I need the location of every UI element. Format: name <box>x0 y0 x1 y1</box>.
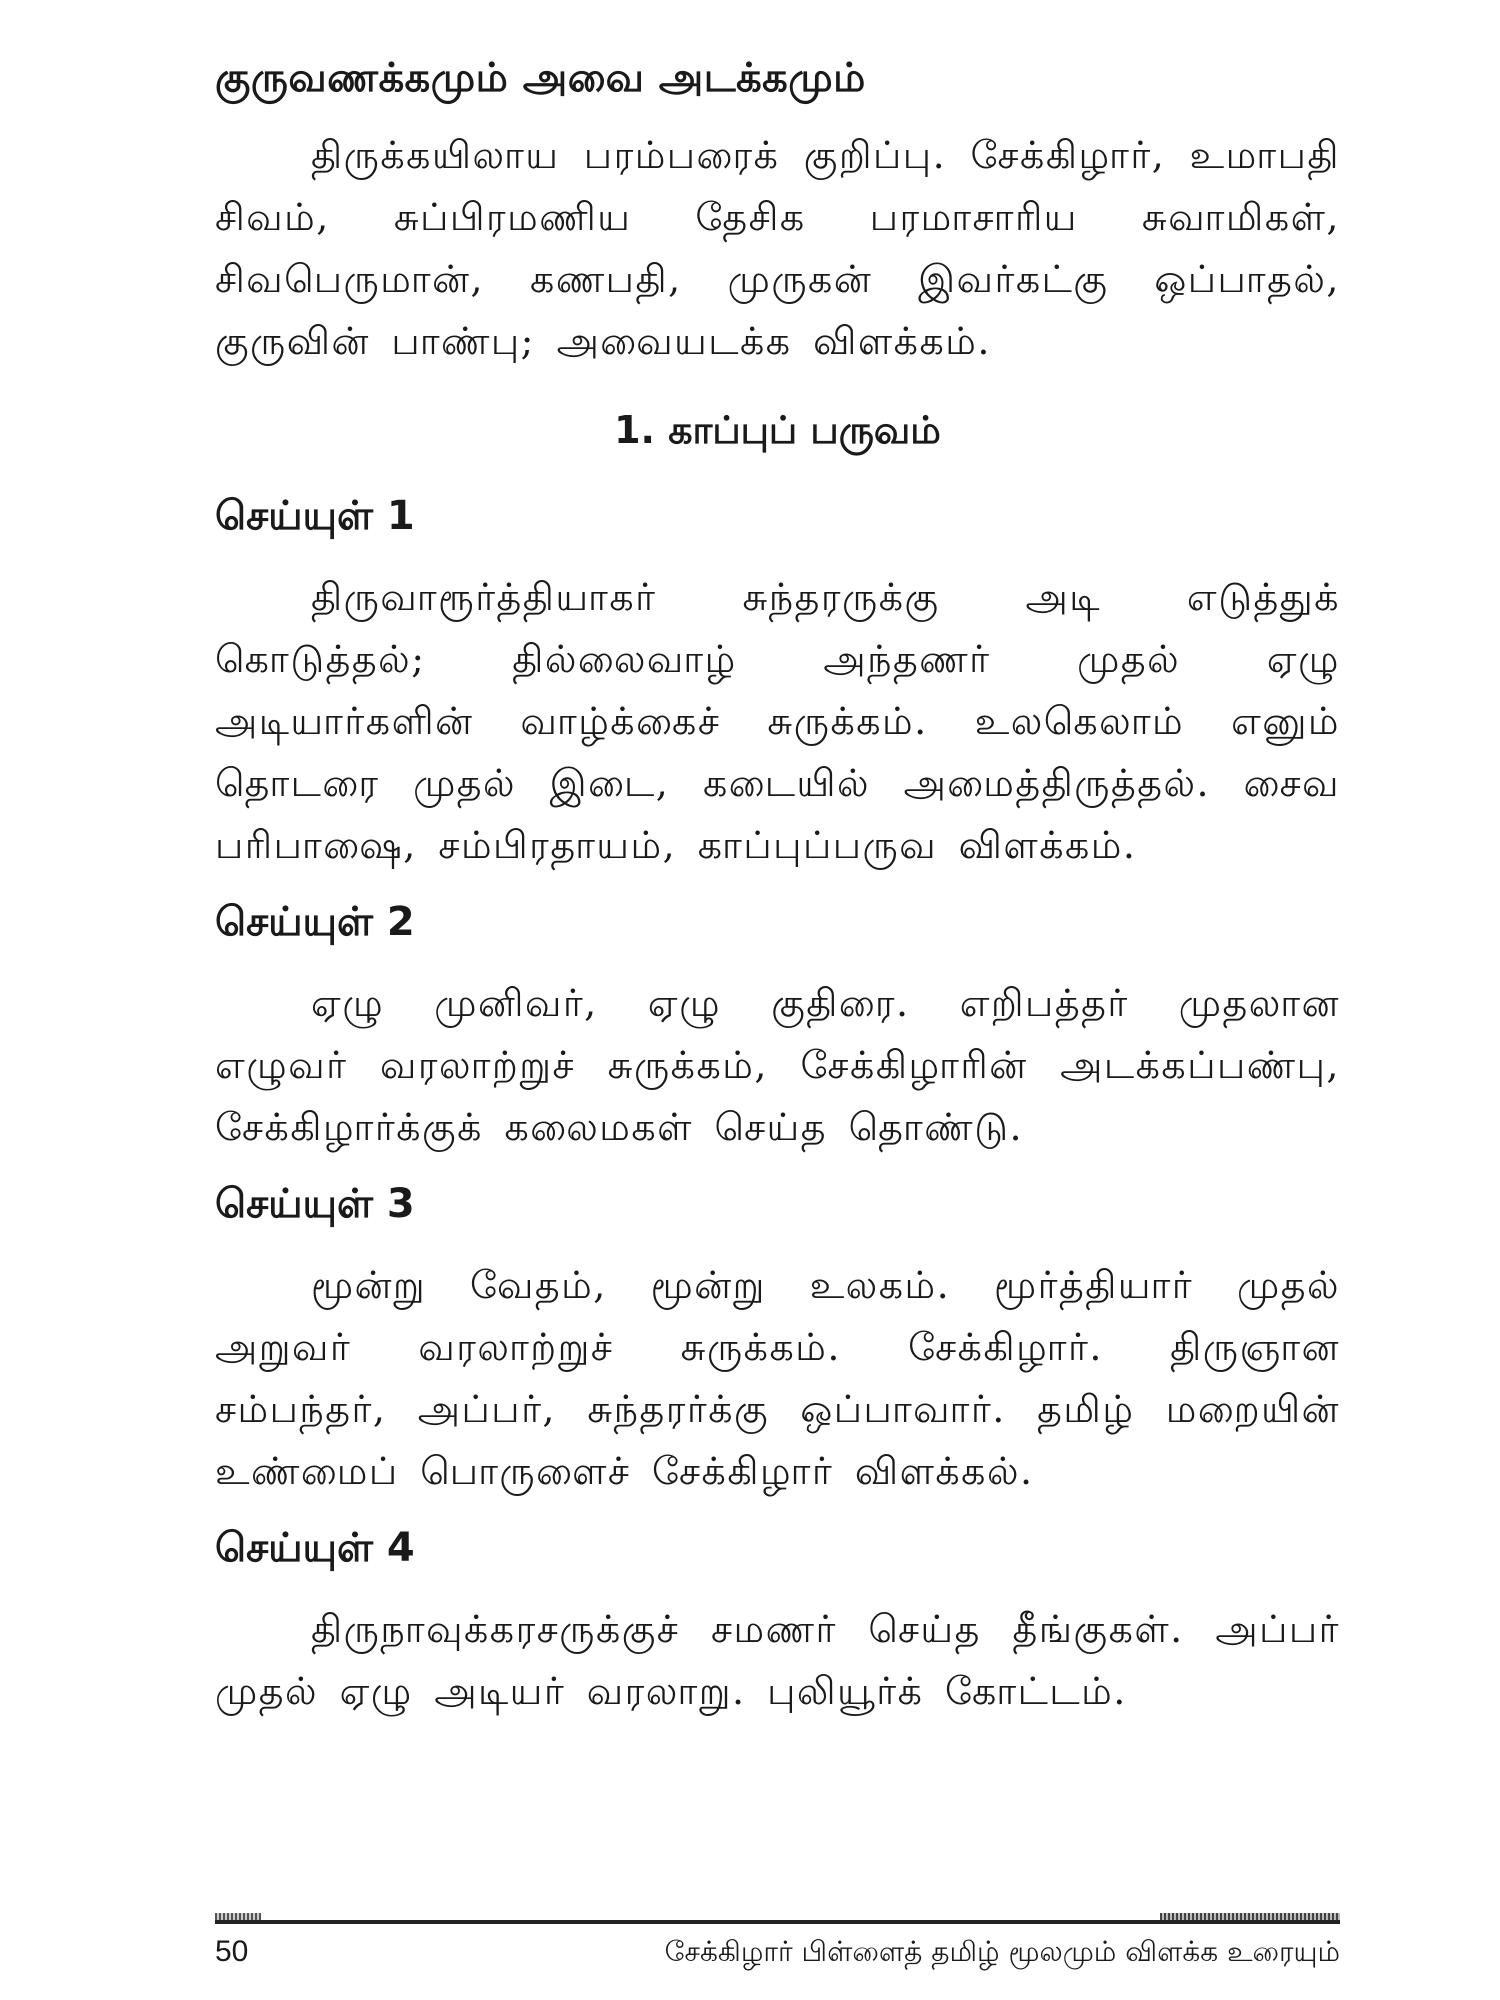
verse-paragraph: ஏழு முனிவர், ஏழு குதிரை. எறிபத்தர் முதலான எழுவர் வரலாற்றுச் சுருக்கம், சேக்கிழாரின் அடக்கப்பண்பு, சேக்கிழார்க்குக் கலைமகள் செய்த தொண்டு. <box>215 981 1340 1149</box>
verse-block-3 <box>215 1176 1340 1502</box>
footer-divider <box>215 1920 1340 1924</box>
page-content <box>215 40 1340 1980</box>
footer-rule-left-ornament <box>215 1913 261 1920</box>
verse-paragraph: திருநாவுக்கரசருக்குச் சமணர் செய்த தீங்குகள். அப்பர் முதல் ஏழு அடியர் வரலாறு. புலியூர்க் கோட்டம். <box>215 1607 1340 1713</box>
running-title: சேக்கிழார் பிள்ளைத் தமிழ் மூலமும் விளக்க உரையும் <box>664 1935 1340 1968</box>
verse-heading: செய்யுள் 3 <box>215 1181 415 1227</box>
page-footer <box>215 1932 1340 1980</box>
chapter-title: 1. காப்புப் பருவம் <box>614 408 941 452</box>
verse-block-2 <box>215 894 1340 1158</box>
verse-paragraph: மூன்று வேதம், மூன்று உலகம். மூர்த்தியார் முதல் அறுவர் வரலாற்றுச் சுருக்கம். சேக்கிழார். திருஞான சம்பந்தர், அப்பர், சுந்தரர்க்கு ஒப்பாவார். தமிழ் மறையின் உண்மைப் பொருளைச் சேக்கிழார் விளக்கல். <box>215 1263 1340 1493</box>
verse-heading: செய்யுள் 4 <box>215 1525 415 1571</box>
verse-heading: செய்யுள் 1 <box>215 493 415 539</box>
page-number: 50 <box>215 1935 249 1968</box>
section-paragraph: திருக்கயிலாய பரம்பரைக் குறிப்பு. சேக்கிழார், உமாபதி சிவம், சுப்பிரமணிய தேசிக பரமாசாரிய சுவாமிகள், சிவபெருமான், கணபதி, முருகன் இவர்கட்கு ஒப்பாதல், குருவின் பாண்பு; அவையடக்க விளக்கம். <box>215 133 1340 363</box>
verse-block-4 <box>215 1520 1340 1722</box>
section-title: குருவணக்கமும் அவை அடக்கமும் <box>215 55 866 101</box>
verse-block-1 <box>215 488 1340 876</box>
verse-heading: செய்யுள் 2 <box>215 899 415 945</box>
verse-paragraph: திருவாரூர்த்தியாகர் சுந்தரருக்கு அடி எடுத்துக் கொடுத்தல்; தில்லைவாழ் அந்தணர் முதல் ஏழு அடியார்களின் வாழ்க்கைச் சுருக்கம். உலகெலாம் எனும் தொடரை முதல் இடை, கடையில் அமைத்திருத்தல். சைவ பரிபாஷை, சம்பிரதாயம், காப்புப்பருவ விளக்கம். <box>215 575 1340 867</box>
